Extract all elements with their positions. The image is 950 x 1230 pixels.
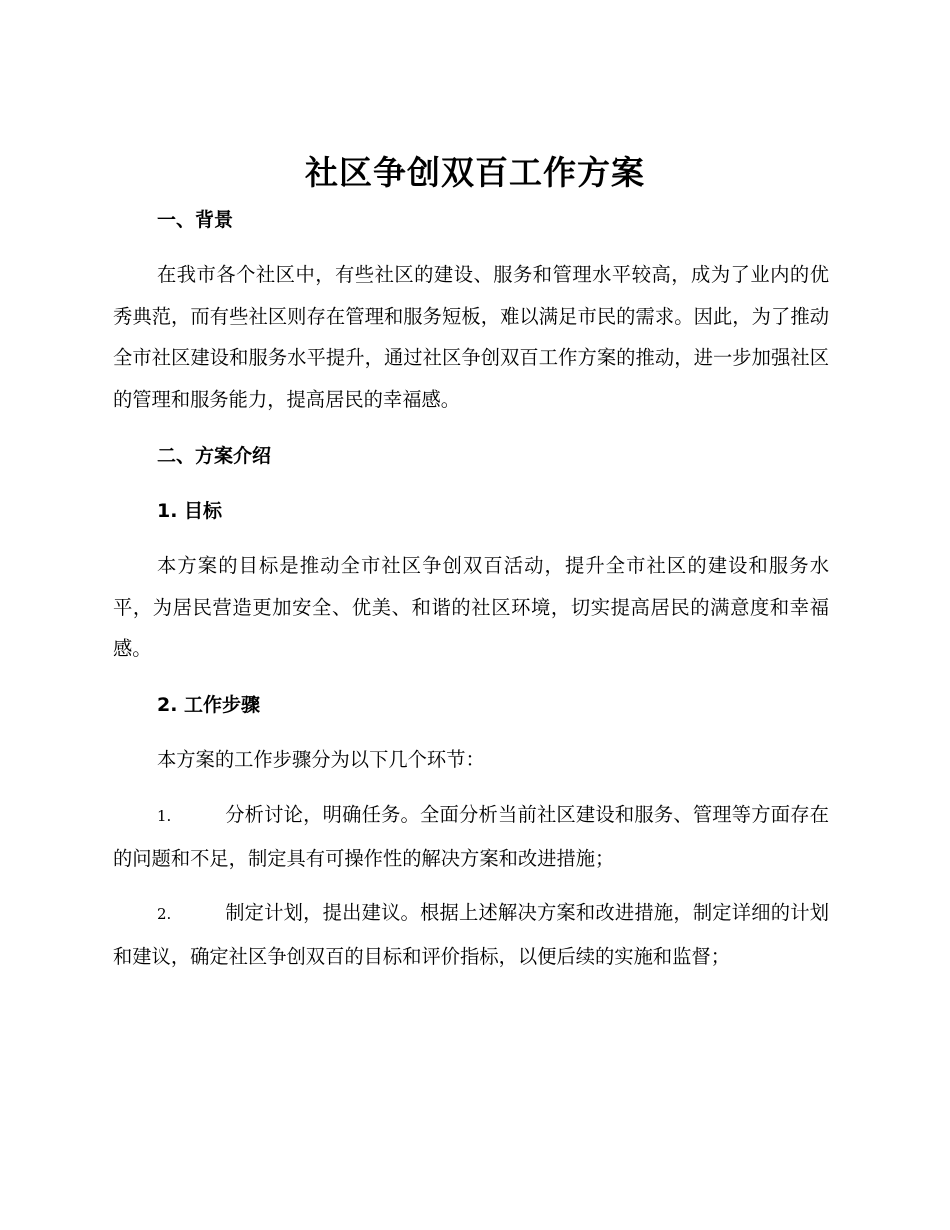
section-heading-background: 一、背景 (157, 209, 234, 231)
steps-intro-paragraph: 本方案的工作步骤分为以下几个环节： (157, 748, 485, 771)
subsection-heading-goal: 1. 目标 (157, 500, 223, 522)
list-item-number: 1. (157, 807, 172, 825)
list-item-text: 分析讨论，明确任务。全面分析当前社区建设和服务、管理等方面存在的问题和不足，制定具有可操作性的解决方案和改进措施； (113, 803, 829, 870)
section-heading-intro: 二、方案介绍 (157, 445, 272, 467)
list-item (113, 892, 829, 977)
document-title: 社区争创双百工作方案 (305, 153, 645, 192)
subsection-heading-steps: 2. 工作步骤 (157, 694, 261, 716)
list-item (113, 794, 829, 879)
list-item-number: 2. (157, 905, 172, 923)
background-paragraph: 在我市各个社区中，有些社区的建设、服务和管理水平较高，成为了业内的优秀典范，而有些社区则存在管理和服务短板，难以满足市民的需求。因此，为了推动全市社区建设和服务水平提升，通过社区争创双百工作方案的推动，进一步加强社区的管理和服务能力，提高居民的幸福感。 (113, 263, 829, 411)
list-item-text: 制定计划，提出建议。根据上述解决方案和改进措施，制定详细的计划和建议，确定社区争创双百的目标和评价指标，以便后续的实施和监督； (113, 901, 829, 968)
goal-paragraph: 本方案的目标是推动全市社区争创双百活动，提升全市社区的建设和服务水平，为居民营造更加安全、优美、和谐的社区环境，切实提高居民的满意度和幸福感。 (113, 554, 829, 660)
